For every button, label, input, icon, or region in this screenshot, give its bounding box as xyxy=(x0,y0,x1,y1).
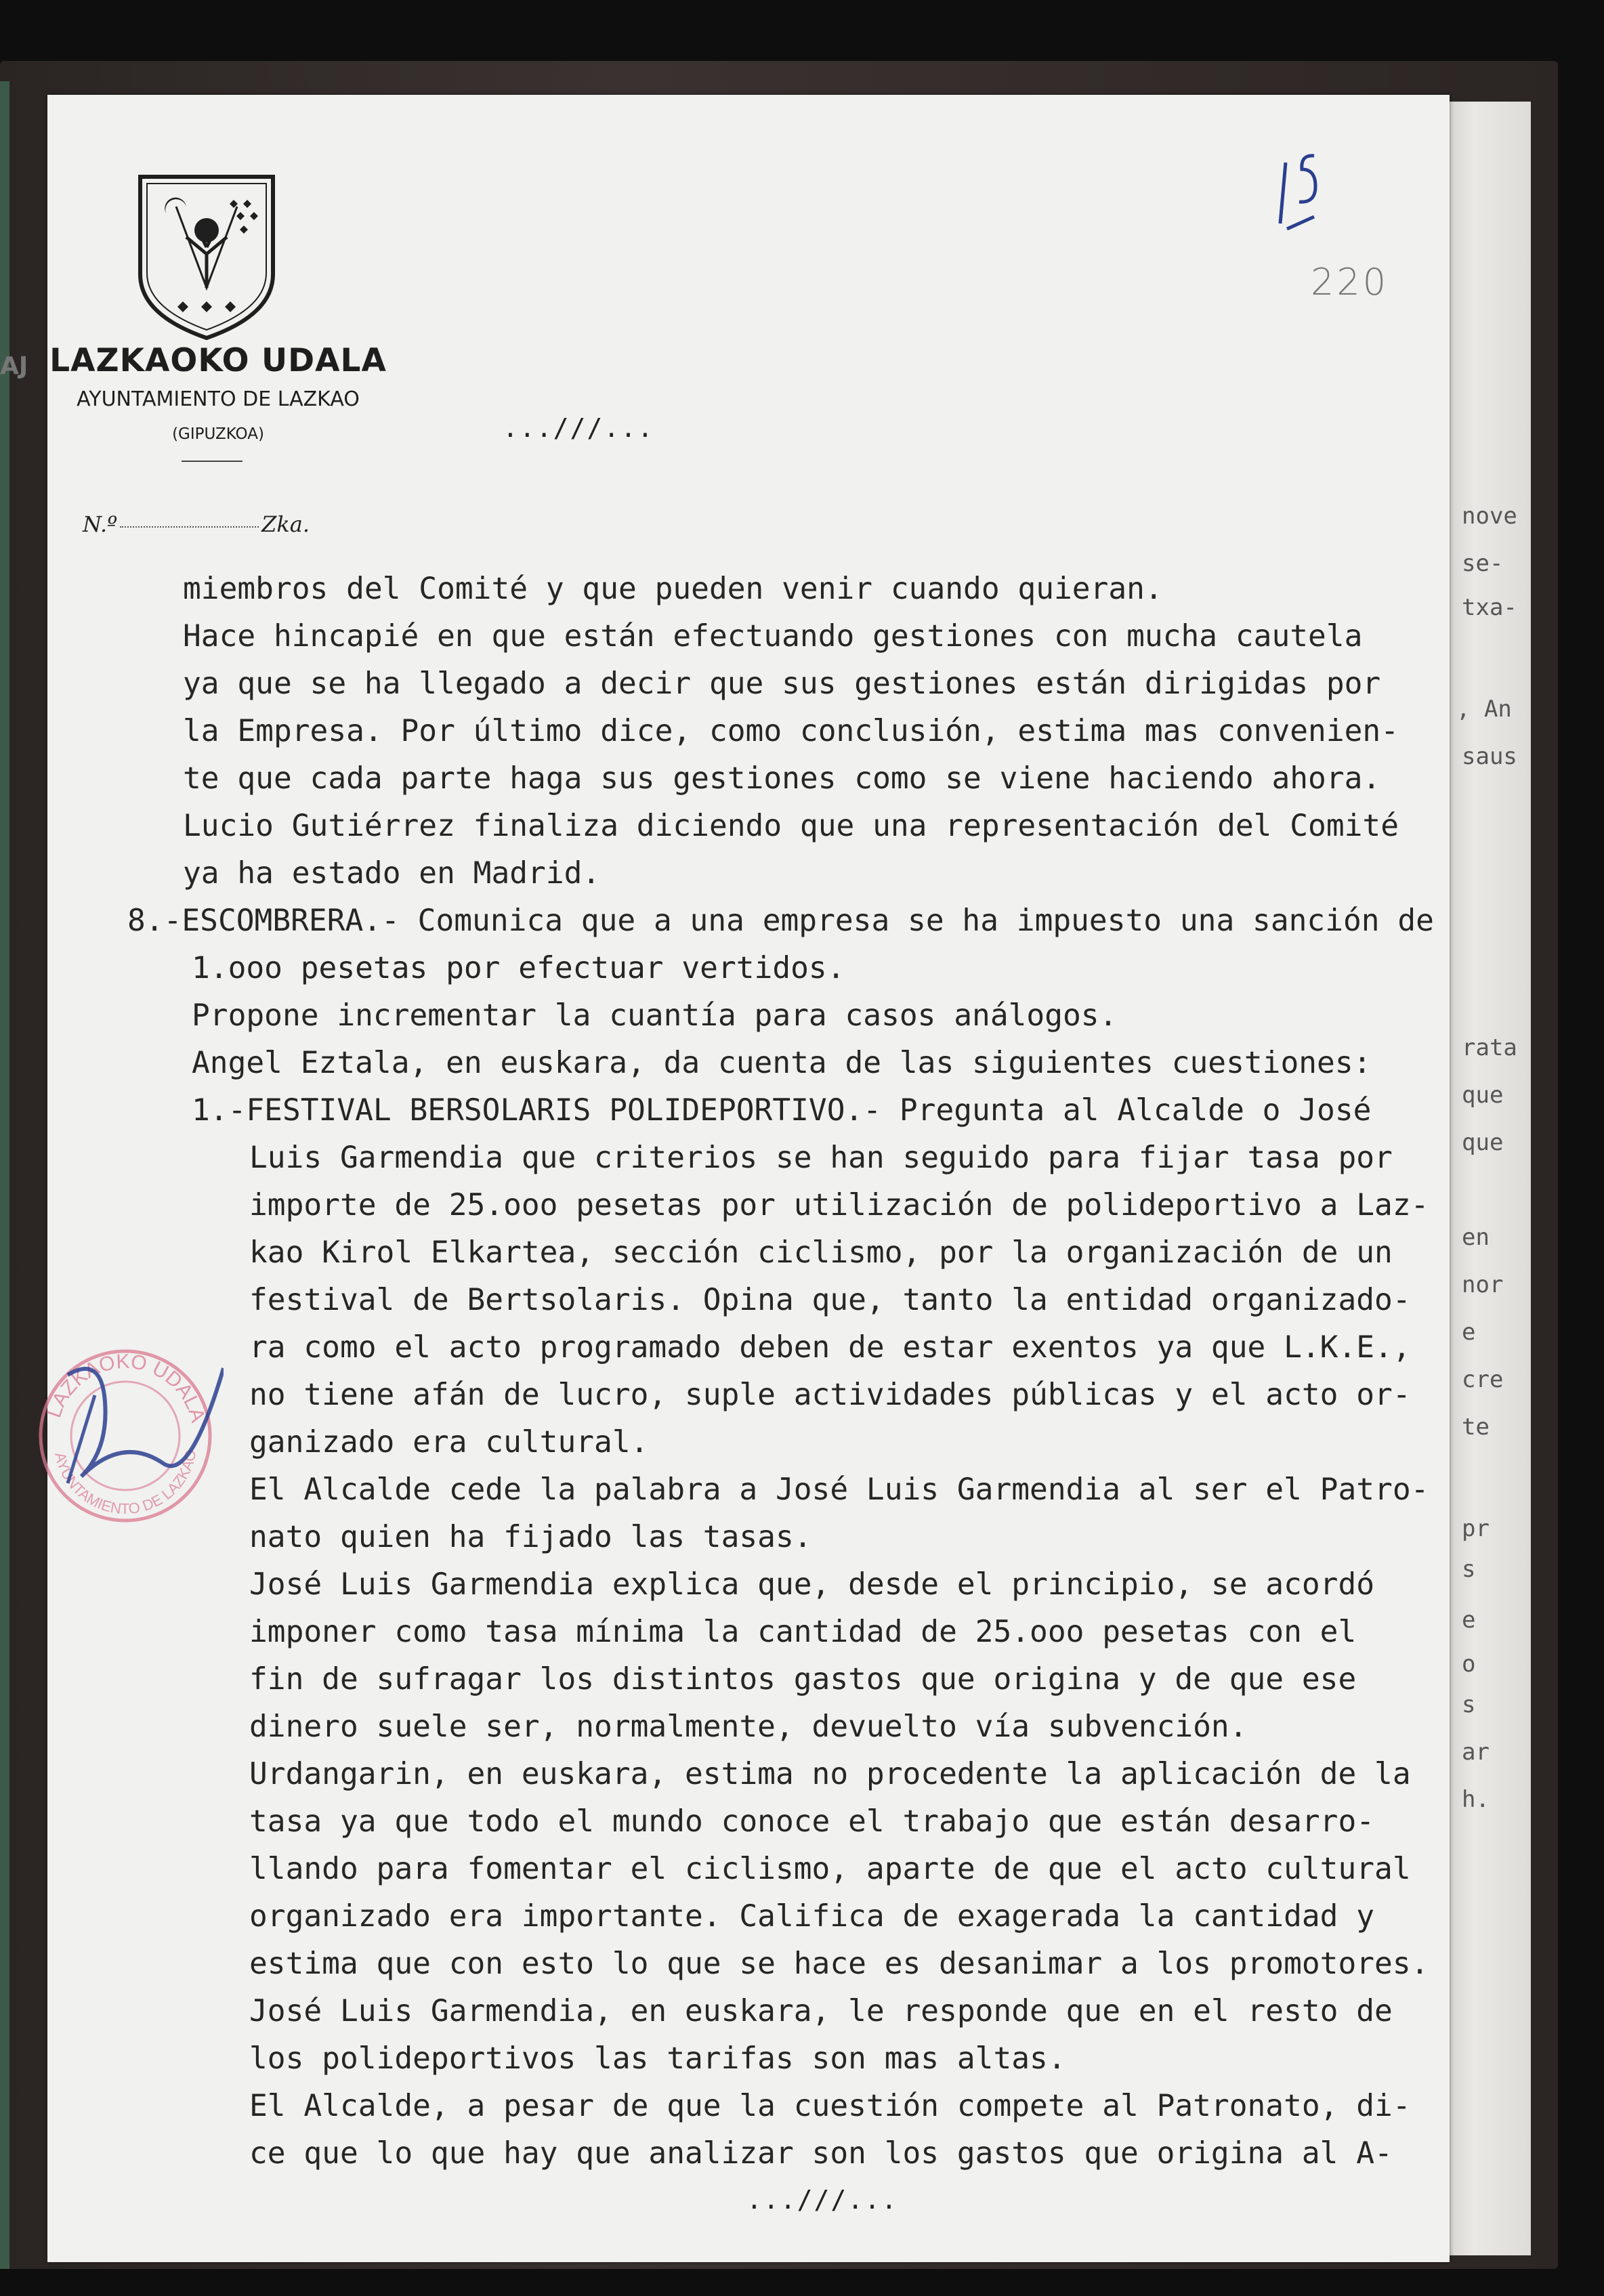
continuation-mark-bottom: ...///... xyxy=(746,2185,898,2215)
body-line: te que cada parte haga sus gestiones como se viene haciendo ahora. xyxy=(183,761,1381,796)
binder-edge xyxy=(0,81,9,2269)
body-line: Angel Eztala, en euskara, da cuenta de las siguientes cuestiones: xyxy=(192,1046,1372,1080)
coat-of-arms-icon xyxy=(132,173,281,342)
body-line: José Luis Garmendia explica que, desde el principio, se acordó xyxy=(249,1567,1375,1602)
next-page-fragment: que xyxy=(1462,1129,1504,1156)
next-page-fragment: nor xyxy=(1462,1271,1504,1298)
body-line: nato quien ha fijado las tasas. xyxy=(249,1520,812,1554)
body-line: imponer como tasa mínima la cantidad de 25.ooo pesetas con el xyxy=(249,1615,1357,1649)
left-bleed-mark: AJ xyxy=(0,352,28,380)
body-line: ya que se ha llegado a decir que sus gestiones están dirigidas por xyxy=(183,666,1381,701)
next-page-fragment: cre xyxy=(1462,1366,1504,1393)
next-page-fragment: se- xyxy=(1462,550,1504,577)
body-line: importe de 25.ooo pesetas por utilización de polideportivo a Laz- xyxy=(249,1188,1429,1223)
document-page xyxy=(47,95,1450,2262)
handwritten-folio xyxy=(1273,149,1368,230)
official-stamp xyxy=(27,1327,224,1524)
next-page-fragment: txa- xyxy=(1462,594,1517,621)
next-page-fragment: s xyxy=(1462,1691,1476,1718)
body-line: Luis Garmendia que criterios se han seguido para fijar tasa por xyxy=(249,1141,1393,1175)
body-line: 1.-FESTIVAL BERSOLARIS POLIDEPORTIVO.- Pregunta al Alcalde o José xyxy=(192,1093,1372,1128)
body-line: festival de Bertsolaris. Opina que, tanto la entidad organizado- xyxy=(249,1283,1411,1317)
org-province: (GIPUZKOA) xyxy=(172,425,264,443)
next-page-fragment: h. xyxy=(1462,1786,1490,1813)
body-line: la Empresa. Por último dice, como conclusión, estima mas convenien- xyxy=(183,714,1399,748)
body-line: José Luis Garmendia, en euskara, le responde que en el resto de xyxy=(249,1994,1393,2028)
body-line: El Alcalde, a pesar de que la cuestión compete al Patronato, di- xyxy=(249,2089,1411,2123)
next-page-fragment: , An xyxy=(1456,696,1512,723)
body-line: Propone incrementar la cuantía para casos análogos. xyxy=(192,998,1118,1033)
continuation-mark-top: ...///... xyxy=(503,413,654,443)
reference-suffix: Zka. xyxy=(261,511,310,537)
body-line: Lucio Gutiérrez finaliza diciendo que una representación del Comité xyxy=(183,809,1399,843)
next-page-fragment: te xyxy=(1462,1413,1490,1441)
body-line: 8.-ESCOMBRERA.- Comunica que a una empresa se ha impuesto una sanción de xyxy=(127,903,1434,938)
reference-number-field xyxy=(83,511,310,537)
body-line: organizado era importante. Califica de exagerada la cantidad y xyxy=(249,1899,1375,1934)
next-page-fragment: en xyxy=(1462,1224,1490,1251)
reference-dots xyxy=(120,526,259,528)
body-line: kao Kirol Elkartea, sección ciclismo, por la organización de un xyxy=(249,1235,1393,1270)
next-page-fragment: rata xyxy=(1462,1034,1517,1061)
body-line: Hace hincapié en que están efectuando gestiones con mucha cautela xyxy=(183,619,1363,654)
body-line: ce que lo que hay que analizar son los gastos que origina al A- xyxy=(249,2136,1393,2171)
folio-handwritten-text: 15 xyxy=(1321,176,1322,177)
letterhead-rule xyxy=(182,461,242,462)
body-line: llando para fomentar el ciclismo, aparte de que el acto cultural xyxy=(249,1852,1411,1886)
body-line: ya ha estado en Madrid. xyxy=(183,856,601,891)
folio-stamped-number: 220 xyxy=(1311,261,1389,303)
org-name: LAZKAOKO UDALA xyxy=(49,342,387,379)
next-page-fragment: s xyxy=(1462,1556,1476,1583)
body-line: ra como el acto programado deben de estar exentos ya que L.K.E., xyxy=(249,1330,1411,1365)
body-line: El Alcalde cede la palabra a José Luis Garmendia al ser el Patro- xyxy=(249,1472,1429,1507)
svg-text:AYUNTAMIENTO DE LAZKAO: AYUNTAMIENTO DE LAZKAO xyxy=(51,1448,200,1518)
body-line: 1.ooo pesetas por efectuar vertidos. xyxy=(192,951,845,985)
body-line: tasa ya que todo el mundo conoce el trabajo que están desarro- xyxy=(249,1804,1375,1839)
next-page-fragment: nove xyxy=(1462,503,1517,530)
body-line: miembros del Comité y que pueden venir cuando quieran. xyxy=(183,572,1163,606)
next-page-fragment: saus xyxy=(1462,743,1517,770)
body-line: fin de sufragar los distintos gastos que origina y de que ese xyxy=(249,1662,1357,1697)
body-line: dinero suele ser, normalmente, devuelto vía subvención. xyxy=(249,1709,1248,1744)
next-page-fragment: pr xyxy=(1462,1515,1490,1542)
body-line: ganizado era cultural. xyxy=(249,1425,649,1460)
next-page-edge xyxy=(1450,102,1531,2255)
body-line: los polideportivos las tarifas son mas altas. xyxy=(249,2041,1066,2076)
next-page-fragment: o xyxy=(1462,1651,1476,1678)
reference-prefix: N.º xyxy=(83,511,118,537)
body-line: estima que con esto lo que se hace es desanimar a los promotores. xyxy=(249,1947,1429,1981)
org-subtitle: AYUNTAMIENTO DE LAZKAO xyxy=(77,387,360,411)
body-line: no tiene afán de lucro, suple actividades públicas y el acto or- xyxy=(249,1378,1411,1412)
next-page-fragment: ar xyxy=(1462,1739,1490,1766)
next-page-fragment: e xyxy=(1462,1319,1476,1346)
next-page-fragment: que xyxy=(1462,1082,1504,1109)
next-page-fragment: e xyxy=(1462,1607,1476,1634)
body-line: Urdangarin, en euskara, estima no procedente la aplicación de la xyxy=(249,1757,1411,1791)
svg-text:LAZKAOKO UDALA: LAZKAOKO UDALA xyxy=(43,1350,209,1425)
